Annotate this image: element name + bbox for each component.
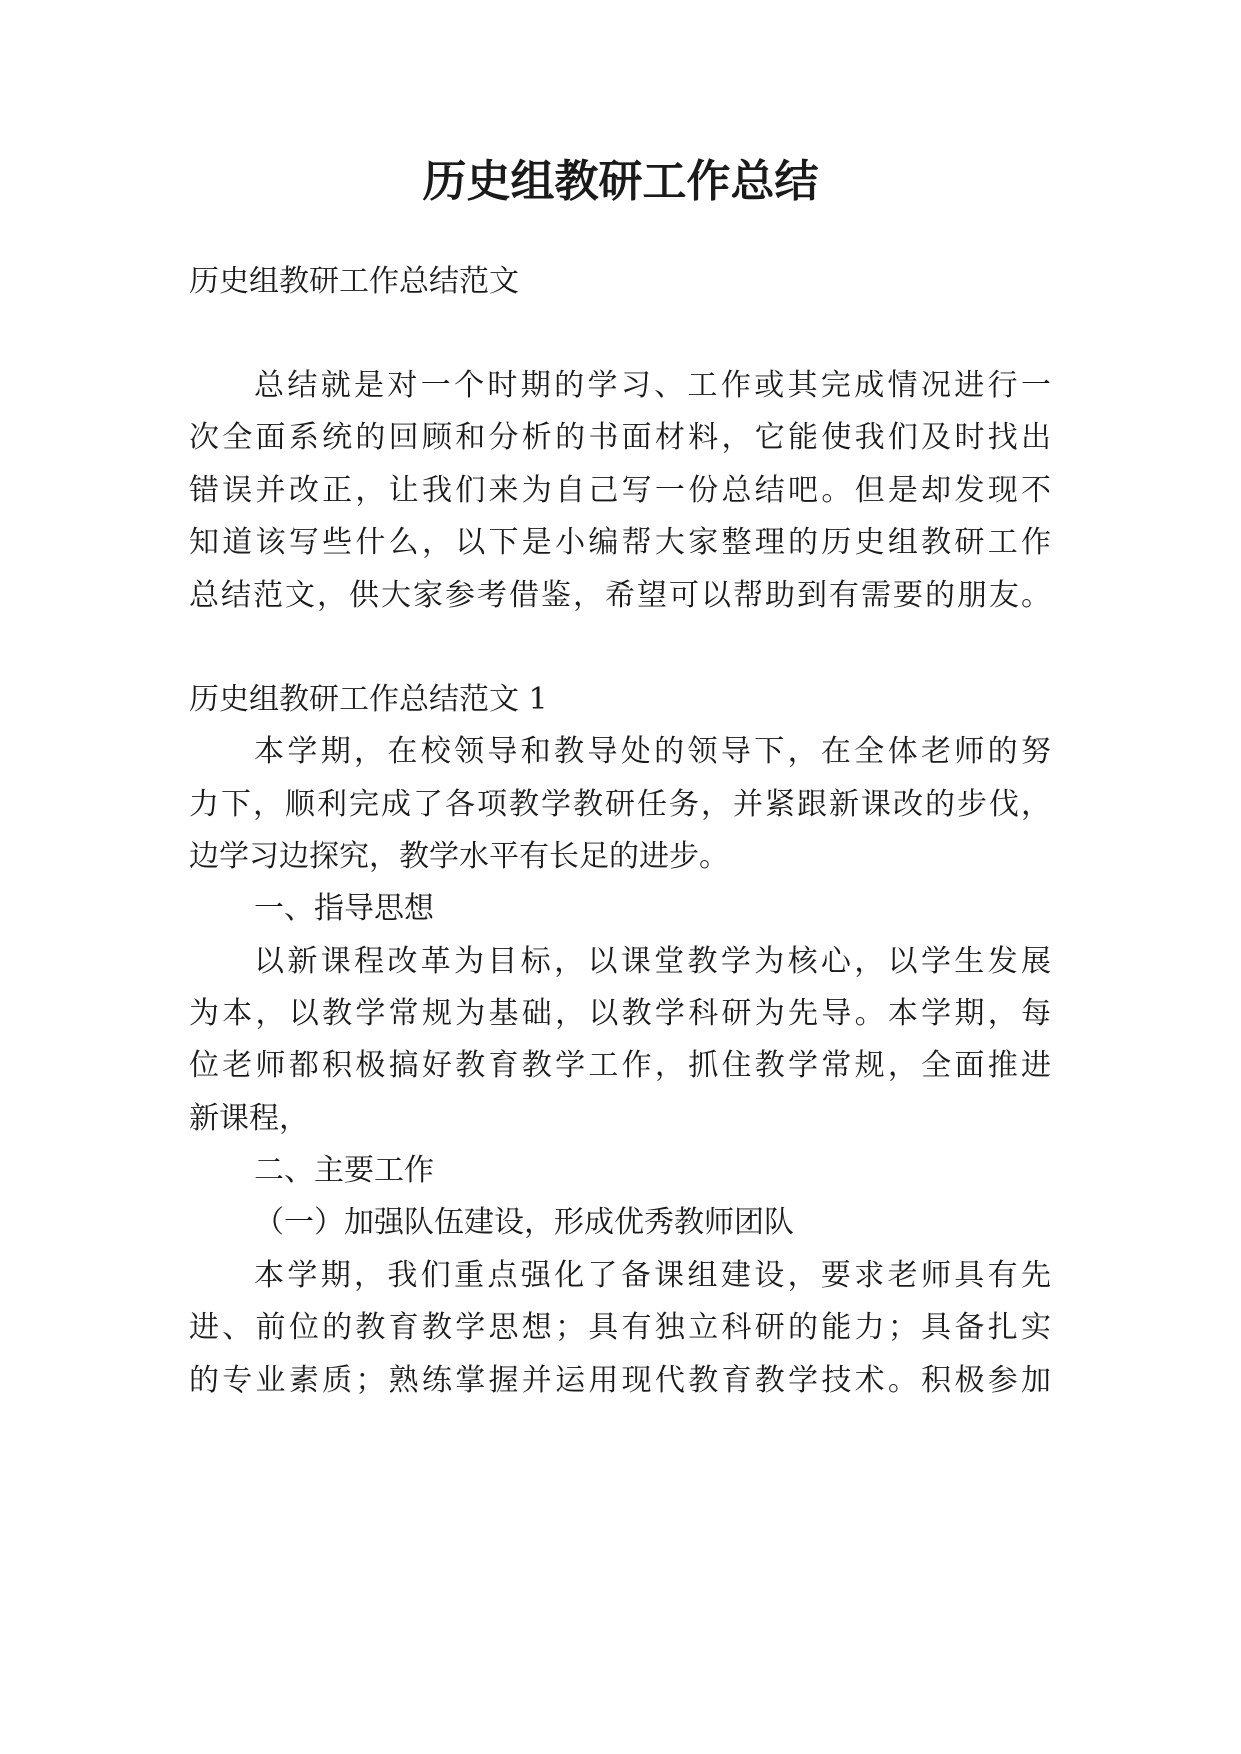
document-title: 历史组教研工作总结 [422, 156, 819, 207]
intro-line-3: 错误并改正，让我们来为自己写一份总结吧。但是却发现不 [189, 473, 1051, 508]
intro-line-4: 知道该写些什么，以下是小编帮大家整理的历史组教研工作 [189, 525, 1051, 560]
para3-line-1: 本学期，我们重点强化了备课组建设，要求老师具有先 [254, 1258, 1051, 1293]
para2-line-1: 以新课程改革为目标，以课堂教学为核心，以学生发展 [254, 944, 1051, 979]
para2-line-3: 位老师都积极搞好教育教学工作，抓住教学常规，全面推进 [189, 1048, 1051, 1083]
intro-line-2: 次全面系统的回顾和分析的书面材料，它能使我们及时找出 [189, 420, 1051, 455]
para3-line-2: 进、前位的教育教学思想；具有独立科研的能力；具备扎实 [189, 1310, 1051, 1345]
intro-line-1: 总结就是对一个时期的学习、工作或其完成情况进行一 [254, 368, 1051, 403]
section-title: 历史组教研工作总结范文 1 [189, 682, 548, 717]
para2-line-4: 新课程， [189, 1101, 309, 1136]
intro-line-5: 总结范文，供大家参考借鉴，希望可以帮助到有需要的朋友。 [189, 578, 1051, 613]
para1-line-2: 力下，顺利完成了各项教学教研任务，并紧跟新课改的步伐， [189, 787, 1051, 822]
para1-line-3: 边学习边探究，教学水平有长足的进步。 [189, 839, 729, 874]
document-subtitle: 历史组教研工作总结范文 [189, 264, 519, 299]
heading-guiding-ideology: 一、指导思想 [254, 891, 434, 926]
para1-line-1: 本学期，在校领导和教导处的领导下，在全体老师的努 [254, 734, 1051, 769]
para2-line-2: 为本，以教学常规为基础，以教学科研为先导。本学期，每 [189, 996, 1051, 1031]
para3-line-3: 的专业素质；熟练掌握并运用现代教育教学技术。积极参加 [189, 1363, 1051, 1398]
heading-main-work: 二、主要工作 [254, 1153, 434, 1188]
subheading-team-building: （一）加强队伍建设，形成优秀教师团队 [254, 1205, 794, 1240]
